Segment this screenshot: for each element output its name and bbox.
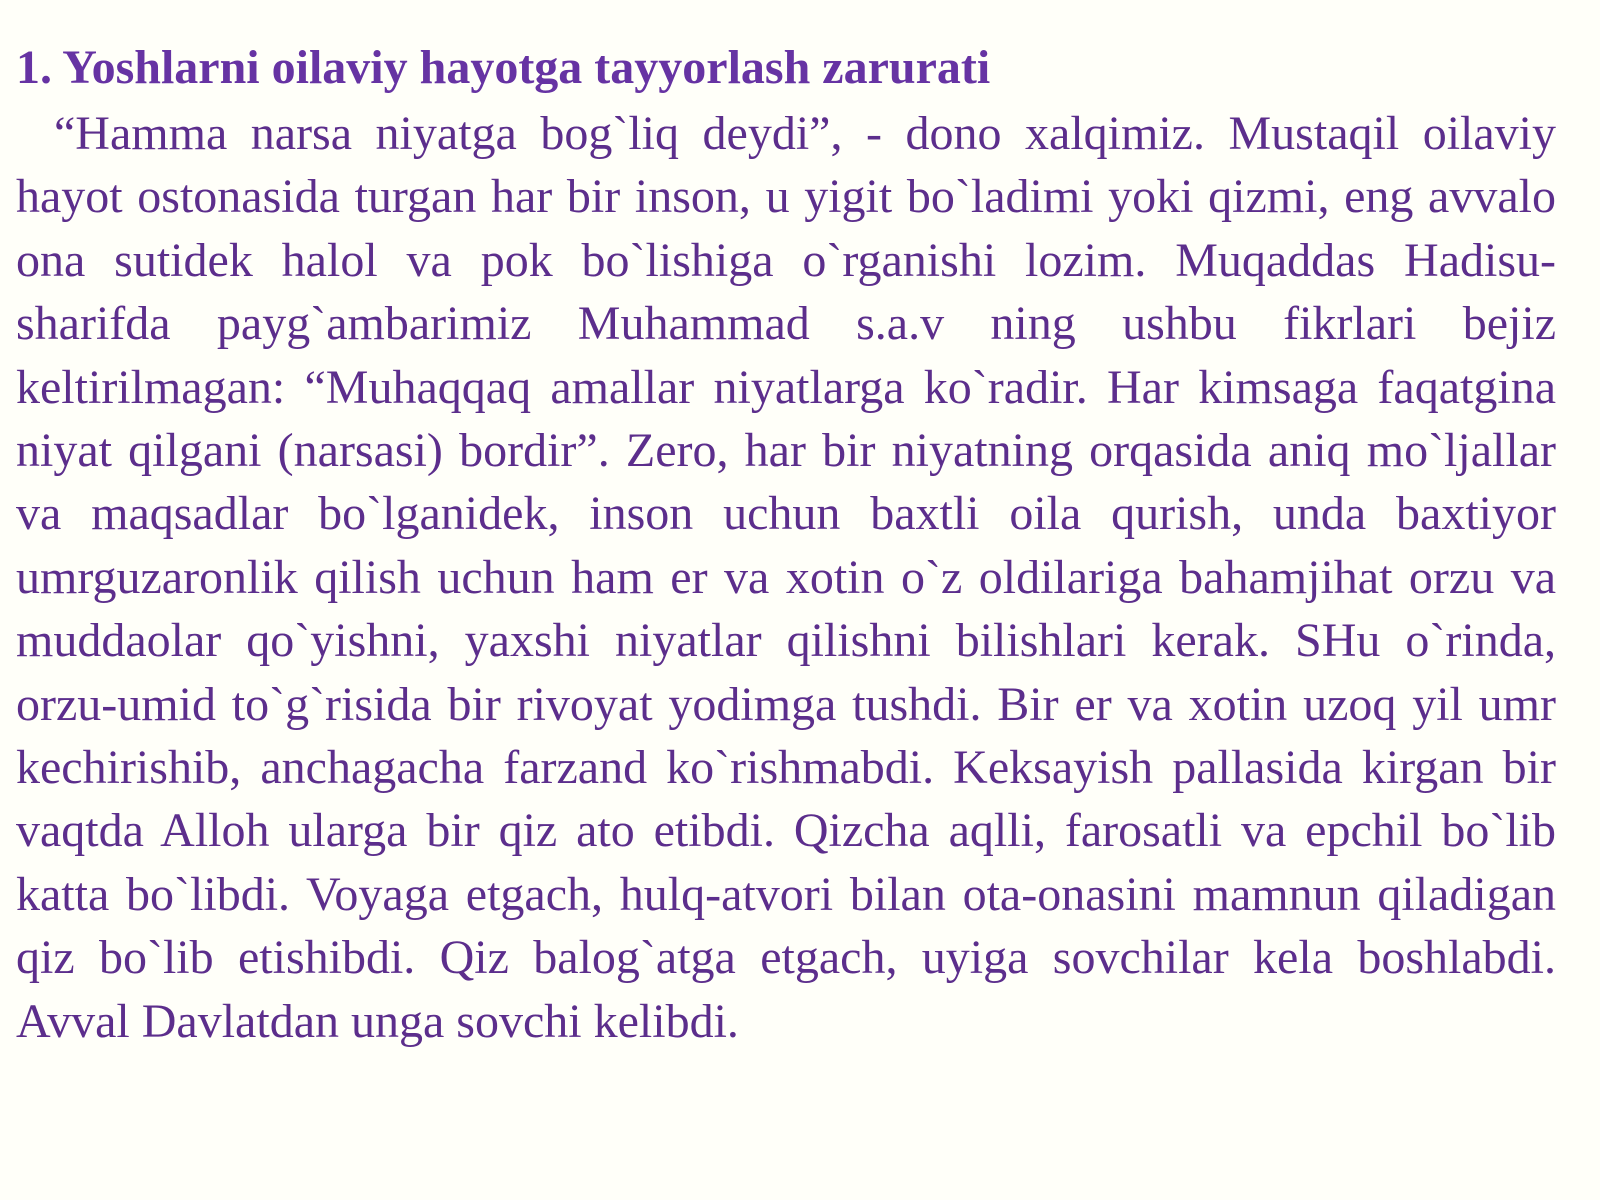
section-heading: 1. Yoshlarni oilaviy hayotga tayyorlash zarurati [16, 41, 991, 94]
body-paragraph: “Hamma narsa niyatga bog`liq deydi”, - dono xalqimiz. Mustaqil oilaviy hayot ostonasida turgan har bir inson, u yigit bo`ladimi yoki qizmi, eng avvalo ona sutidek halol va pok bo`lishiga o`rganishi lozim. Muqaddas Hadisu-sharifda payg`ambarimiz Muhammad s.a.v ning ushbu fikrlari bejiz keltirilmagan: “Muhaqqaq amallar niyatlarga ko`radir. Har kimsaga faqatgina niyat qilgani (narsasi) bordir”. Zero, har bir niyatning orqasida aniq mo`ljallar va maqsadlar bo`lganidek, inson uchun baxtli oila qurish, unda baxtiyor umrguzaronlik qilish uchun ham er va xotin o`z oldilariga bahamjihat orzu va muddaolar qo`yishni, yaxshi niyatlar qilishni bilishlari kerak. SHu o`rinda, orzu-umid to`g`risida bir rivoyat yodimga tushdi. Bir er va xotin uzoq yil umr kechirishib, anchagacha farzand ko`rishmabdi. Keksayish pallasida kirgan bir vaqtda Alloh ularga bir qiz ato etibdi. Qizcha aqlli, farosatli va epchil bo`lib katta bo`libdi. Voyaga etgach, hulq-atvori bilan ota-onasini mamnun qiladigan qiz bo`lib etishibdi. Qiz balog`atga etgach, uyiga sovchilar kela boshlabdi. Avval Davlatdan unga sovchi kelibdi. [16, 107, 1556, 1048]
document-page [16, 36, 1556, 1053]
